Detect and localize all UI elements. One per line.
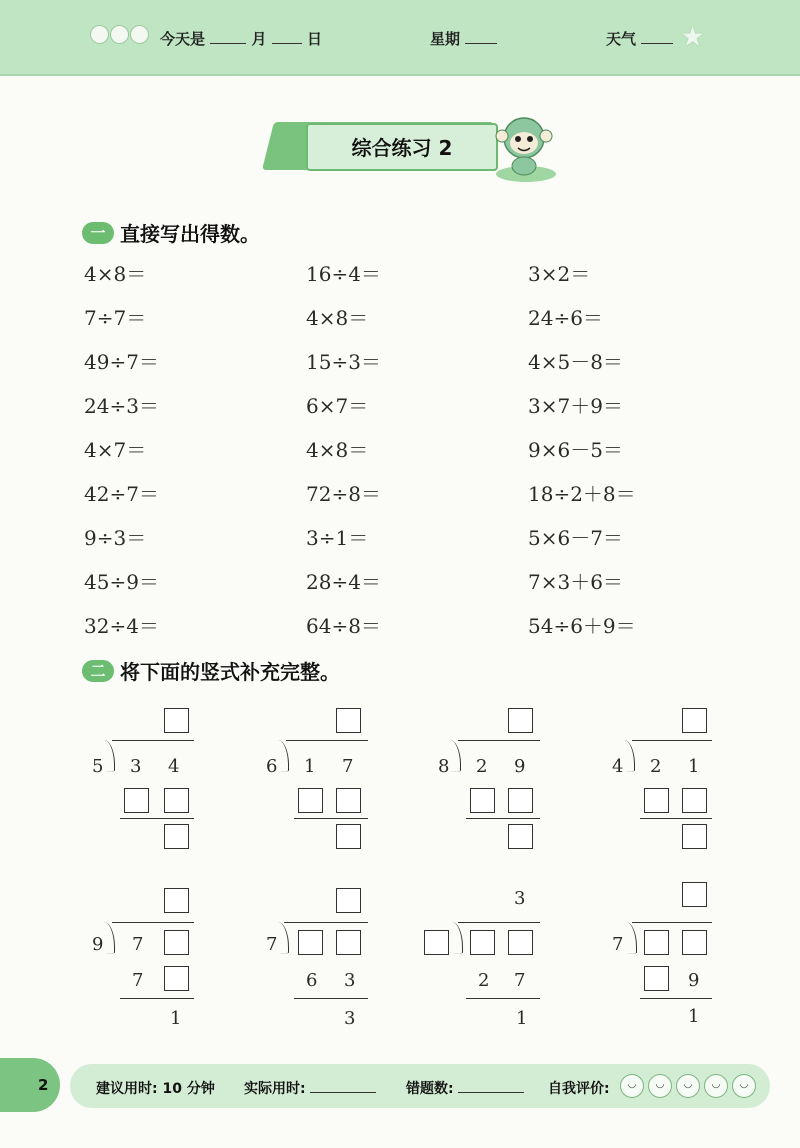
divisor: 7 [266,934,278,955]
quotient-box[interactable] [682,882,707,907]
problem-2-7: 3÷1＝ [306,526,369,550]
problem-3-3: 4×5－8＝ [528,350,623,374]
problem-3-6: 18÷2＋8＝ [528,482,636,506]
weekday-label: 星期 [430,30,461,48]
division-bracket [104,922,115,954]
quotient-box[interactable] [164,888,189,913]
page-title: 综合练习 2 [351,136,453,160]
product-digit: 9 [688,970,700,991]
problem-3-9: 54÷6＋9＝ [528,614,636,638]
self-evaluation-faces [620,1072,760,1098]
dividend-box[interactable] [644,930,669,955]
actual-time-label: 实际用时: [244,1081,306,1097]
subtraction-line [120,818,194,819]
quotient-box[interactable] [682,708,707,733]
product-digit: 6 [306,970,318,991]
remainder-box[interactable] [336,824,361,849]
subtraction-line [294,998,368,999]
problem-2-6: 72÷8＝ [306,482,381,506]
monkey-icon [486,108,562,184]
subtraction-line [466,818,540,819]
problem-2-1: 16÷4＝ [306,262,381,286]
dividend-box[interactable] [682,930,707,955]
subtraction-line [120,998,194,999]
section-1-number: 一 [82,222,114,244]
quotient-box[interactable] [336,888,361,913]
division-bracket [278,740,289,772]
month-label: 月 [251,30,267,48]
product-box[interactable] [644,788,669,813]
weather-label: 天气 [606,30,637,48]
dividend-digit: 7 [342,756,354,777]
divisor: 6 [266,756,278,777]
division-bracket [624,740,635,772]
dividend-box[interactable] [470,930,495,955]
product-box[interactable] [336,788,361,813]
day-label: 日 [306,30,322,48]
dividend-digit: 4 [168,756,180,777]
day-blank[interactable] [272,29,302,44]
header-decoration [90,25,150,48]
problem-1-2: 7÷7＝ [84,306,147,330]
division-bracket [450,740,461,772]
remainder-digit: 1 [688,1006,700,1027]
remainder-digit: 3 [344,1008,356,1029]
division-bracket [104,740,115,772]
section-1-title: 直接写出得数。 [120,222,260,246]
wrong-count [406,1078,524,1098]
suggested-time: 建议用时: 10 分钟 [96,1081,215,1097]
subtraction-line [294,818,368,819]
problem-3-4: 3×7＋9＝ [528,394,623,418]
star-icon: ★ [680,20,706,53]
division-bracket [626,922,637,954]
month-blank[interactable] [210,29,246,44]
product-box[interactable] [164,966,189,991]
quotient-box[interactable] [336,708,361,733]
smiley-face-icon[interactable]: ◡ [676,1074,700,1098]
problem-3-2: 24÷6＝ [528,306,603,330]
divisor: 9 [92,934,104,955]
dividend-box[interactable] [508,930,533,955]
division-bracket [452,922,463,954]
divisor-box[interactable] [424,930,449,955]
weather-blank[interactable] [641,29,673,44]
quotient-box[interactable] [508,708,533,733]
wrong-count-label: 错题数: [406,1081,454,1097]
problem-2-8: 28÷4＝ [306,570,381,594]
subtraction-line [466,998,540,999]
division-bar [284,922,368,923]
division-bar [286,740,368,741]
problem-1-4: 24÷3＝ [84,394,159,418]
section-2-title: 将下面的竖式补充完整。 [120,660,340,684]
header-wave [0,58,800,88]
problem-2-5: 4×8＝ [306,438,369,462]
product-box[interactable] [164,788,189,813]
dividend-digit: 2 [650,756,662,777]
problem-2-4: 6×7＝ [306,394,369,418]
product-box[interactable] [124,788,149,813]
section-2-number: 二 [82,660,114,682]
problem-1-6: 42÷7＝ [84,482,159,506]
problem-2-9: 64÷8＝ [306,614,381,638]
problem-1-8: 45÷9＝ [84,570,159,594]
division-bar [112,740,194,741]
division-bar [112,922,194,923]
problem-1-9: 32÷4＝ [84,614,159,638]
divisor: 4 [612,756,624,777]
smiley-face-icon[interactable]: ◡ [620,1074,644,1098]
product-box[interactable] [298,788,323,813]
date-line [160,28,322,49]
problem-1-7: 9÷3＝ [84,526,147,550]
dividend-box[interactable] [298,930,323,955]
product-box[interactable] [644,966,669,991]
problem-3-1: 3×2＝ [528,262,591,286]
self-evaluation-label: 自我评价: [548,1081,610,1097]
remainder-box[interactable] [164,824,189,849]
smiley-face-icon[interactable]: ◡ [732,1074,756,1098]
dividend-digit: 3 [130,756,142,777]
dividend-digit: 1 [304,756,316,777]
actual-time [244,1078,376,1098]
product-digit: 7 [514,970,526,991]
division-bar [632,740,712,741]
actual-time-blank[interactable] [310,1078,376,1093]
problem-1-5: 4×7＝ [84,438,147,462]
subtraction-line [640,818,712,819]
section-1-heading [82,218,260,247]
weather-line [606,28,673,49]
division-bar [458,740,540,741]
product-box[interactable] [508,788,533,813]
problem-3-7: 5×6－7＝ [528,526,623,550]
product-box[interactable] [470,788,495,813]
smiley-face-icon[interactable]: ◡ [648,1074,672,1098]
problem-2-2: 4×8＝ [306,306,369,330]
subtraction-line [640,998,712,999]
dividend-box[interactable] [164,930,189,955]
remainder-digit: 1 [170,1008,182,1029]
division-bar [632,922,712,923]
wrong-count-blank[interactable] [458,1078,524,1093]
dividend-digit: 2 [476,756,488,777]
dividend-digit: 7 [132,934,144,955]
dividend-digit: 9 [514,756,526,777]
problem-2-3: 15÷3＝ [306,350,381,374]
problem-1-1: 4×8＝ [84,262,147,286]
problem-3-8: 7×3＋6＝ [528,570,623,594]
product-digit: 7 [132,970,144,991]
dividend-digit: 1 [688,756,700,777]
remainder-digit: 1 [516,1008,528,1029]
dividend-box[interactable] [336,930,361,955]
remainder-box[interactable] [682,824,707,849]
remainder-box[interactable] [508,824,533,849]
division-bracket [278,922,289,954]
weekday-line [430,28,497,49]
product-digit: 3 [344,970,356,991]
weekday-blank[interactable] [465,29,497,44]
quotient-digit: 3 [514,888,526,909]
today-label: 今天是 [160,30,206,48]
section-2-heading [82,656,340,685]
divisor: 5 [92,756,104,777]
divisor: 7 [612,934,624,955]
product-digit: 2 [478,970,490,991]
quotient-box[interactable] [164,708,189,733]
division-bar [458,922,540,923]
problem-1-3: 49÷7＝ [84,350,159,374]
problem-3-5: 9×6－5＝ [528,438,623,462]
product-box[interactable] [682,788,707,813]
smiley-face-icon[interactable]: ◡ [704,1074,728,1098]
page-number: 2 [0,1058,60,1112]
divisor: 8 [438,756,450,777]
